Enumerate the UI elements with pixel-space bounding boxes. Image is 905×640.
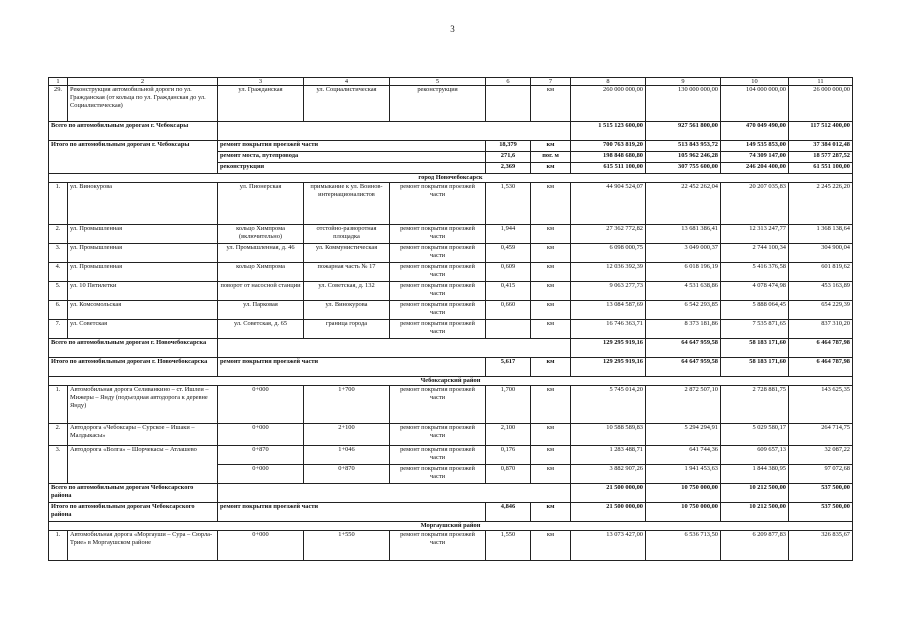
row-number-cell: 3. xyxy=(49,446,68,484)
row-number-cell: 2. xyxy=(49,424,68,446)
column-number: 5 xyxy=(390,78,486,86)
local-funds-cell: 37 384 012,48 xyxy=(789,141,853,152)
road-repair-table xyxy=(48,77,853,561)
segment-end-cell: граница города xyxy=(304,320,390,339)
unit-cell: км xyxy=(531,163,571,174)
subtotal-row xyxy=(49,339,853,358)
grand-total-row xyxy=(49,503,853,522)
federal-funds-cell: 105 962 246,28 xyxy=(646,152,721,163)
table-row xyxy=(49,183,853,225)
road-name-cell: Автомобильная дорога Селиванкино – ст. Ишлеи – Мижеры – Янду (подъездная автодорога к деревне Янду) xyxy=(68,386,218,424)
section-title-cell: Чебоксарский район xyxy=(49,377,853,386)
total-cost-cell: 129 295 919,16 xyxy=(571,358,646,377)
column-number: 7 xyxy=(531,78,571,86)
segment-end-cell: 0+870 xyxy=(304,465,390,484)
road-name-cell: Автодорога «Чебоксары – Сурское – Ишаки – Малдыкасы» xyxy=(68,424,218,446)
segment-start-cell: ул. Промышленная, д. 46 xyxy=(218,244,304,263)
road-name-cell: Автодорога «Волга» – Шорчекасы – Атлашево xyxy=(68,446,218,484)
segment-start-cell: ул. Советская, д. 65 xyxy=(218,320,304,339)
grand-total-label-cell: Итого по автомобильным дорогам г. Новочебоксарска xyxy=(49,358,218,377)
unit-cell: км xyxy=(531,225,571,244)
section-header-row xyxy=(49,174,853,183)
local-funds-cell: 326 835,67 xyxy=(789,531,853,561)
local-funds-cell: 6 464 787,98 xyxy=(789,339,853,358)
work-type-cell: ремонт покрытия проезжей части xyxy=(390,386,486,424)
grand-total-label-cell: Итого по автомобильным дорогам Чебоксарского района xyxy=(49,503,218,522)
column-number: 1 xyxy=(49,78,68,86)
federal-funds-cell: 307 755 600,00 xyxy=(646,163,721,174)
road-name-cell: Автомобильная дорога «Моргауши – Сура – Сюрла-Трие» в Моргаушском районе xyxy=(68,531,218,561)
republic-funds-cell: 609 657,13 xyxy=(721,446,789,465)
table-row xyxy=(49,225,853,244)
empty-cell xyxy=(218,484,571,503)
length-cell: 2,369 xyxy=(486,163,531,174)
work-type-cell: ремонт покрытия проезжей части xyxy=(390,263,486,282)
total-cost-cell: 44 904 524,07 xyxy=(571,183,646,225)
federal-funds-cell: 1 941 453,63 xyxy=(646,465,721,484)
subtotal-label-cell: Всего по автомобильным дорогам г. Чебоксары xyxy=(49,122,218,141)
segment-end-cell: 2+100 xyxy=(304,424,390,446)
length-cell: 0,459 xyxy=(486,244,531,263)
work-type-cell: ремонт моста, путепровода xyxy=(218,152,486,163)
local-funds-cell: 2 245 226,20 xyxy=(789,183,853,225)
length-cell: 1,944 xyxy=(486,225,531,244)
table-row xyxy=(49,424,853,446)
work-type-cell: ремонт покрытия проезжей части xyxy=(390,531,486,561)
work-type-cell: ремонт покрытия проезжей части xyxy=(218,358,486,377)
total-cost-cell: 16 746 363,71 xyxy=(571,320,646,339)
segment-end-cell: ул. Винокурова xyxy=(304,301,390,320)
total-cost-cell: 21 500 000,00 xyxy=(571,484,646,503)
federal-funds-cell: 64 647 959,58 xyxy=(646,358,721,377)
length-cell: 0,415 xyxy=(486,282,531,301)
federal-funds-cell: 10 750 000,00 xyxy=(646,503,721,522)
republic-funds-cell: 10 212 500,00 xyxy=(721,484,789,503)
total-cost-cell: 6 098 000,75 xyxy=(571,244,646,263)
local-funds-cell: 453 163,89 xyxy=(789,282,853,301)
page-number: 3 xyxy=(450,24,455,34)
length-cell: 0,176 xyxy=(486,446,531,465)
segment-end-cell: 1+700 xyxy=(304,386,390,424)
segment-start-cell: кольцо Химпрома xyxy=(218,263,304,282)
republic-funds-cell: 5 888 064,45 xyxy=(721,301,789,320)
federal-funds-cell: 641 744,36 xyxy=(646,446,721,465)
republic-funds-cell: 4 078 474,98 xyxy=(721,282,789,301)
total-cost-cell: 3 882 907,26 xyxy=(571,465,646,484)
road-name-cell: ул. Промышленная xyxy=(68,225,218,244)
total-cost-cell: 10 588 589,83 xyxy=(571,424,646,446)
segment-start-cell: 0+000 xyxy=(218,386,304,424)
segment-end-cell: 1+046 xyxy=(304,446,390,465)
federal-funds-cell: 5 294 294,91 xyxy=(646,424,721,446)
work-type-cell: ремонт покрытия проезжей части xyxy=(390,320,486,339)
unit-cell: км xyxy=(531,386,571,424)
table-row xyxy=(49,244,853,263)
local-funds-cell: 26 000 000,00 xyxy=(789,86,853,122)
segment-start-cell: ул. Пионерская xyxy=(218,183,304,225)
local-funds-cell: 654 229,39 xyxy=(789,301,853,320)
column-number: 10 xyxy=(721,78,789,86)
republic-funds-cell: 470 049 490,00 xyxy=(721,122,789,141)
length-cell: 2,100 xyxy=(486,424,531,446)
length-cell: 1,550 xyxy=(486,531,531,561)
work-type-cell: ремонт покрытия проезжей части xyxy=(390,225,486,244)
length-cell: 0,870 xyxy=(486,465,531,484)
republic-funds-cell: 149 535 853,00 xyxy=(721,141,789,152)
road-name-cell: ул. Советская xyxy=(68,320,218,339)
length-cell: 271,6 xyxy=(486,152,531,163)
table-row xyxy=(49,446,853,465)
length-cell: 5,617 xyxy=(486,358,531,377)
federal-funds-cell: 513 843 953,72 xyxy=(646,141,721,152)
segment-start-cell: кольцо Химпрома (включительно) xyxy=(218,225,304,244)
segment-end-cell: ул. Коммунистическая xyxy=(304,244,390,263)
work-type-cell: ремонт покрытия проезжей части xyxy=(390,424,486,446)
segment-end-cell: ул. Советская, д. 132 xyxy=(304,282,390,301)
work-type-cell: ремонт покрытия проезжей части xyxy=(390,446,486,465)
section-header-row xyxy=(49,522,853,531)
work-type-cell: реконструкция xyxy=(218,163,486,174)
total-cost-cell: 13 084 587,69 xyxy=(571,301,646,320)
federal-funds-cell: 3 049 000,37 xyxy=(646,244,721,263)
republic-funds-cell: 5 029 580,17 xyxy=(721,424,789,446)
federal-funds-cell: 13 681 386,41 xyxy=(646,225,721,244)
table-row xyxy=(49,320,853,339)
republic-funds-cell: 58 183 171,60 xyxy=(721,339,789,358)
total-cost-cell: 1 515 123 600,00 xyxy=(571,122,646,141)
federal-funds-cell: 130 000 000,00 xyxy=(646,86,721,122)
republic-funds-cell: 7 535 871,65 xyxy=(721,320,789,339)
section-header-row xyxy=(49,377,853,386)
local-funds-cell: 601 819,62 xyxy=(789,263,853,282)
grand-total-label-cell: Итого по автомобильным дорогам г. Чебоксары xyxy=(49,141,218,174)
local-funds-cell: 117 512 400,00 xyxy=(789,122,853,141)
republic-funds-cell: 2 728 881,75 xyxy=(721,386,789,424)
total-cost-cell: 700 763 819,20 xyxy=(571,141,646,152)
column-number: 8 xyxy=(571,78,646,86)
road-name-cell: ул. 10 Пятилетки xyxy=(68,282,218,301)
local-funds-cell: 537 500,00 xyxy=(789,484,853,503)
federal-funds-cell: 6 542 293,85 xyxy=(646,301,721,320)
grand-total-row xyxy=(49,358,853,377)
total-cost-cell: 129 295 919,16 xyxy=(571,339,646,358)
section-title-cell: город Новочебоксарск xyxy=(49,174,853,183)
local-funds-cell: 97 072,68 xyxy=(789,465,853,484)
row-number-cell: 5. xyxy=(49,282,68,301)
unit-cell: км xyxy=(531,320,571,339)
row-number-cell: 1. xyxy=(49,386,68,424)
local-funds-cell: 264 714,75 xyxy=(789,424,853,446)
unit-cell: км xyxy=(531,531,571,561)
republic-funds-cell: 6 209 877,83 xyxy=(721,531,789,561)
segment-start-cell: 0+000 xyxy=(218,424,304,446)
local-funds-cell: 143 625,35 xyxy=(789,386,853,424)
total-cost-cell: 13 073 427,00 xyxy=(571,531,646,561)
segment-start-cell: ул. Парковая xyxy=(218,301,304,320)
segment-end-cell: 1+550 xyxy=(304,531,390,561)
federal-funds-cell: 6 018 196,19 xyxy=(646,263,721,282)
segment-end-cell: ул. Социалистическая xyxy=(304,86,390,122)
subtotal-row xyxy=(49,122,853,141)
segment-start-cell: 0+000 xyxy=(218,531,304,561)
federal-funds-cell: 8 373 181,86 xyxy=(646,320,721,339)
republic-funds-cell: 5 416 376,58 xyxy=(721,263,789,282)
republic-funds-cell: 1 844 380,95 xyxy=(721,465,789,484)
unit-cell: пог. м xyxy=(531,152,571,163)
republic-funds-cell: 20 207 035,83 xyxy=(721,183,789,225)
total-cost-cell: 5 745 014,20 xyxy=(571,386,646,424)
local-funds-cell: 304 900,04 xyxy=(789,244,853,263)
total-cost-cell: 260 000 000,00 xyxy=(571,86,646,122)
local-funds-cell: 6 464 787,98 xyxy=(789,358,853,377)
row-number-cell: 6. xyxy=(49,301,68,320)
table-row xyxy=(49,86,853,122)
column-number: 3 xyxy=(218,78,304,86)
subtotal-label-cell: Всего по автомобильным дорогам г. Новочебоксарска xyxy=(49,339,218,358)
total-cost-cell: 1 283 488,71 xyxy=(571,446,646,465)
republic-funds-cell: 58 183 171,60 xyxy=(721,358,789,377)
segment-end-cell: пожарная часть № 17 xyxy=(304,263,390,282)
work-type-cell: ремонт покрытия проезжей части xyxy=(218,141,486,152)
row-number-cell: 2. xyxy=(49,225,68,244)
unit-cell: км xyxy=(531,183,571,225)
length-cell: 1,530 xyxy=(486,183,531,225)
unit-cell: км xyxy=(531,86,571,122)
row-number-cell: 1. xyxy=(49,183,68,225)
length-cell: 1,700 xyxy=(486,386,531,424)
segment-start-cell: ул. Гражданская xyxy=(218,86,304,122)
length-cell: 0,660 xyxy=(486,301,531,320)
work-type-cell: ремонт покрытия проезжей части xyxy=(390,282,486,301)
segment-start-cell: поворот от насосной станции xyxy=(218,282,304,301)
federal-funds-cell: 927 561 800,00 xyxy=(646,122,721,141)
local-funds-cell: 61 551 100,00 xyxy=(789,163,853,174)
column-number: 2 xyxy=(68,78,218,86)
work-type-cell: ремонт покрытия проезжей части xyxy=(218,503,486,522)
republic-funds-cell: 10 212 500,00 xyxy=(721,503,789,522)
length-cell xyxy=(486,320,531,339)
total-cost-cell: 615 511 100,00 xyxy=(571,163,646,174)
total-cost-cell: 198 848 680,80 xyxy=(571,152,646,163)
federal-funds-cell: 4 531 638,86 xyxy=(646,282,721,301)
total-cost-cell: 12 036 392,39 xyxy=(571,263,646,282)
unit-cell: км xyxy=(531,301,571,320)
length-cell xyxy=(486,86,531,122)
column-number: 6 xyxy=(486,78,531,86)
segment-end-cell: примыкание к ул. Воинов-интернационалистов xyxy=(304,183,390,225)
row-number-cell: 3. xyxy=(49,244,68,263)
federal-funds-cell: 2 872 507,10 xyxy=(646,386,721,424)
unit-cell: км xyxy=(531,282,571,301)
row-number-cell: 1. xyxy=(49,531,68,561)
work-type-cell: ремонт покрытия проезжей части xyxy=(390,301,486,320)
federal-funds-cell: 10 750 000,00 xyxy=(646,484,721,503)
federal-funds-cell: 64 647 959,58 xyxy=(646,339,721,358)
federal-funds-cell: 22 452 262,04 xyxy=(646,183,721,225)
section-title-cell: Моргаушский район xyxy=(49,522,853,531)
row-number-cell: 4. xyxy=(49,263,68,282)
row-number-cell: 7. xyxy=(49,320,68,339)
total-cost-cell: 9 063 277,73 xyxy=(571,282,646,301)
subtotal-row xyxy=(49,484,853,503)
unit-cell: км xyxy=(531,244,571,263)
work-type-cell: ремонт покрытия проезжей части xyxy=(390,244,486,263)
republic-funds-cell: 104 000 000,00 xyxy=(721,86,789,122)
total-cost-cell: 27 362 772,82 xyxy=(571,225,646,244)
row-number-cell: 29. xyxy=(49,86,68,122)
column-number: 11 xyxy=(789,78,853,86)
republic-funds-cell: 2 744 100,34 xyxy=(721,244,789,263)
table-row xyxy=(49,531,853,561)
republic-funds-cell: 12 313 247,77 xyxy=(721,225,789,244)
length-cell: 4,846 xyxy=(486,503,531,522)
total-cost-cell: 21 500 000,00 xyxy=(571,503,646,522)
unit-cell: км xyxy=(531,465,571,484)
column-number-row xyxy=(49,78,853,86)
length-cell: 0,609 xyxy=(486,263,531,282)
segment-start-cell: 0+870 xyxy=(218,446,304,465)
road-name-cell: Реконструкция автомобильной дороги по ул. Гражданская (от кольца по ул. Гражданская до ул. Социалистическая) xyxy=(68,86,218,122)
segment-end-cell: отстойно-разворотная площадка xyxy=(304,225,390,244)
unit-cell: км xyxy=(531,424,571,446)
republic-funds-cell: 246 204 400,00 xyxy=(721,163,789,174)
road-name-cell: ул. Промышленная xyxy=(68,244,218,263)
local-funds-cell: 537 500,00 xyxy=(789,503,853,522)
table-row xyxy=(49,282,853,301)
work-type-cell: реконструкция xyxy=(390,86,486,122)
work-type-cell: ремонт покрытия проезжей части xyxy=(390,465,486,484)
grand-total-row xyxy=(49,141,853,152)
table-row xyxy=(49,386,853,424)
local-funds-cell: 32 087,22 xyxy=(789,446,853,465)
table-row xyxy=(49,263,853,282)
table-row xyxy=(49,301,853,320)
unit-cell: км xyxy=(531,446,571,465)
column-number: 9 xyxy=(646,78,721,86)
local-funds-cell: 837 310,20 xyxy=(789,320,853,339)
republic-funds-cell: 74 309 147,00 xyxy=(721,152,789,163)
road-name-cell: ул. Промышленная xyxy=(68,263,218,282)
unit-cell: км xyxy=(531,503,571,522)
unit-cell: км xyxy=(531,358,571,377)
road-name-cell: ул. Винокурова xyxy=(68,183,218,225)
empty-cell xyxy=(218,339,571,358)
unit-cell: км xyxy=(531,141,571,152)
unit-cell: км xyxy=(531,263,571,282)
local-funds-cell: 18 577 287,52 xyxy=(789,152,853,163)
road-name-cell: ул. Комсомольская xyxy=(68,301,218,320)
local-funds-cell: 1 368 138,64 xyxy=(789,225,853,244)
segment-start-cell: 0+000 xyxy=(218,465,304,484)
empty-cell xyxy=(218,122,571,141)
column-number: 4 xyxy=(304,78,390,86)
subtotal-label-cell: Всего по автомобильным дорогам Чебоксарского района xyxy=(49,484,218,503)
work-type-cell: ремонт покрытия проезжей части xyxy=(390,183,486,225)
length-cell: 18,379 xyxy=(486,141,531,152)
federal-funds-cell: 6 536 713,50 xyxy=(646,531,721,561)
